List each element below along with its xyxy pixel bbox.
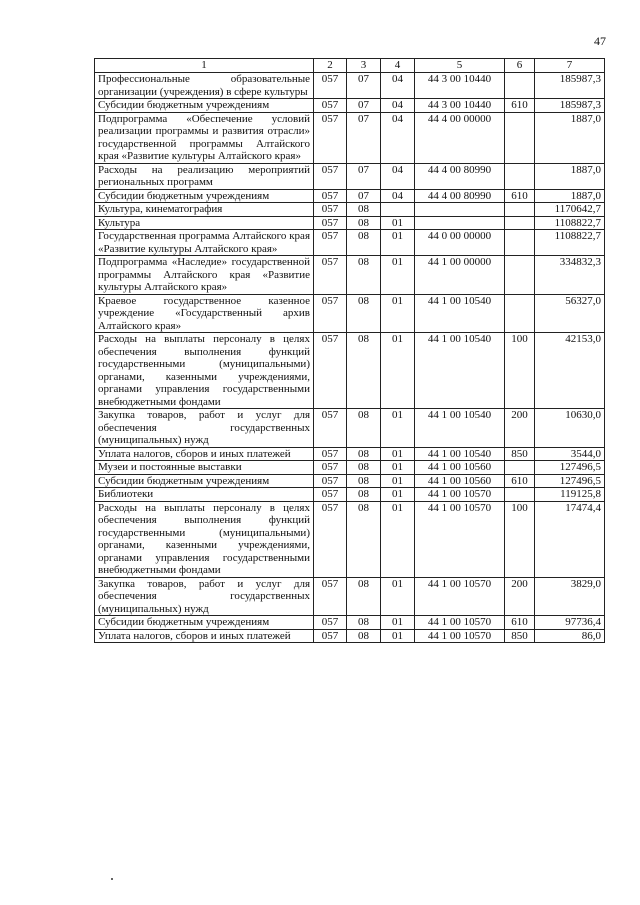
row-name-cell: Субсидии бюджетным учреждениям — [95, 474, 314, 488]
target-article-cell: 44 1 00 10570 — [415, 488, 505, 502]
table-row — [95, 189, 605, 203]
target-article-cell: 44 1 00 10540 — [415, 294, 505, 333]
section-code-cell: 08 — [347, 616, 381, 630]
subsection-code-cell: 01 — [381, 230, 415, 256]
admin-code-cell: 057 — [314, 461, 347, 475]
section-code-cell: 08 — [347, 409, 381, 448]
table-row — [95, 409, 605, 448]
column-header: 7 — [535, 59, 605, 73]
section-code-cell: 08 — [347, 474, 381, 488]
table-header-row — [95, 59, 605, 73]
target-article-cell: 44 1 00 10570 — [415, 629, 505, 643]
section-code-cell: 08 — [347, 447, 381, 461]
target-article-cell: 44 0 00 00000 — [415, 230, 505, 256]
table-row — [95, 163, 605, 189]
amount-cell: 1108822,7 — [535, 230, 605, 256]
admin-code-cell: 057 — [314, 409, 347, 448]
admin-code-cell: 057 — [314, 203, 347, 217]
subsection-code-cell: 01 — [381, 409, 415, 448]
amount-cell: 185987,3 — [535, 73, 605, 99]
row-name-cell: Субсидии бюджетным учреждениям — [95, 189, 314, 203]
target-article-cell: 44 1 00 10560 — [415, 474, 505, 488]
admin-code-cell: 057 — [314, 488, 347, 502]
admin-code-cell: 057 — [314, 189, 347, 203]
table-row — [95, 461, 605, 475]
row-name-cell: Краевое государственное казенное учреждение «Государственный архив Алтайского края» — [95, 294, 314, 333]
subsection-code-cell: 04 — [381, 189, 415, 203]
column-header: 6 — [505, 59, 535, 73]
subsection-code-cell: 01 — [381, 333, 415, 409]
table-row — [95, 294, 605, 333]
target-article-cell: 44 1 00 10560 — [415, 461, 505, 475]
subsection-code-cell: 04 — [381, 73, 415, 99]
expense-type-cell — [505, 203, 535, 217]
section-code-cell: 08 — [347, 461, 381, 475]
row-name-cell: Подпрограмма «Обеспечение условий реализации программы и развития отрасли» государственной программы Алтайского края «Развитие культуры Алтайского края» — [95, 112, 314, 163]
expense-type-cell: 200 — [505, 577, 535, 616]
amount-cell: 3544,0 — [535, 447, 605, 461]
amount-cell: 56327,0 — [535, 294, 605, 333]
admin-code-cell: 057 — [314, 294, 347, 333]
expense-type-cell — [505, 163, 535, 189]
row-name-cell: Культура, кинематография — [95, 203, 314, 217]
table-row — [95, 501, 605, 577]
column-header: 2 — [314, 59, 347, 73]
amount-cell: 97736,4 — [535, 616, 605, 630]
table-row — [95, 216, 605, 230]
amount-cell: 334832,3 — [535, 256, 605, 295]
amount-cell: 42153,0 — [535, 333, 605, 409]
table-row — [95, 488, 605, 502]
section-code-cell: 08 — [347, 294, 381, 333]
admin-code-cell: 057 — [314, 163, 347, 189]
expense-type-cell — [505, 112, 535, 163]
target-article-cell: 44 1 00 10570 — [415, 616, 505, 630]
expense-type-cell: 100 — [505, 501, 535, 577]
target-article-cell: 44 3 00 10440 — [415, 73, 505, 99]
admin-code-cell: 057 — [314, 447, 347, 461]
admin-code-cell: 057 — [314, 333, 347, 409]
subsection-code-cell: 01 — [381, 616, 415, 630]
section-code-cell: 08 — [347, 203, 381, 217]
subsection-code-cell: 01 — [381, 474, 415, 488]
subsection-code-cell: 01 — [381, 256, 415, 295]
admin-code-cell: 057 — [314, 256, 347, 295]
row-name-cell: Культура — [95, 216, 314, 230]
expense-type-cell: 610 — [505, 99, 535, 113]
subsection-code-cell: 01 — [381, 629, 415, 643]
admin-code-cell: 057 — [314, 73, 347, 99]
target-article-cell: 44 4 00 80990 — [415, 189, 505, 203]
amount-cell: 1170642,7 — [535, 203, 605, 217]
expense-type-cell — [505, 461, 535, 475]
section-code-cell: 08 — [347, 629, 381, 643]
row-name-cell: Закупка товаров, работ и услуг для обеспечения государственных (муниципальных) нужд — [95, 577, 314, 616]
column-header: 1 — [95, 59, 314, 73]
section-code-cell: 08 — [347, 488, 381, 502]
expense-type-cell: 850 — [505, 447, 535, 461]
row-name-cell: Подпрограмма «Наследие» государственной программы Алтайского края «Развитие культуры Алтайского края» — [95, 256, 314, 295]
admin-code-cell: 057 — [314, 577, 347, 616]
column-header: 5 — [415, 59, 505, 73]
amount-cell: 119125,8 — [535, 488, 605, 502]
amount-cell: 1887,0 — [535, 163, 605, 189]
subsection-code-cell: 01 — [381, 577, 415, 616]
table-row — [95, 112, 605, 163]
expense-type-cell: 200 — [505, 409, 535, 448]
row-name-cell: Библиотеки — [95, 488, 314, 502]
amount-cell: 3829,0 — [535, 577, 605, 616]
subsection-code-cell: 01 — [381, 488, 415, 502]
expense-type-cell: 610 — [505, 616, 535, 630]
row-name-cell: Закупка товаров, работ и услуг для обеспечения государственных (муниципальных) нужд — [95, 409, 314, 448]
expense-type-cell: 100 — [505, 333, 535, 409]
section-code-cell: 08 — [347, 216, 381, 230]
amount-cell: 1887,0 — [535, 112, 605, 163]
admin-code-cell: 057 — [314, 501, 347, 577]
target-article-cell: 44 4 00 80990 — [415, 163, 505, 189]
table-row — [95, 73, 605, 99]
table-row — [95, 474, 605, 488]
target-article-cell — [415, 216, 505, 230]
subsection-code-cell: 01 — [381, 447, 415, 461]
subsection-code-cell: 04 — [381, 99, 415, 113]
subsection-code-cell: 04 — [381, 163, 415, 189]
table-row — [95, 629, 605, 643]
admin-code-cell: 057 — [314, 99, 347, 113]
row-name-cell: Государственная программа Алтайского края «Развитие культуры Алтайского края» — [95, 230, 314, 256]
row-name-cell: Уплата налогов, сборов и иных платежей — [95, 629, 314, 643]
expense-type-cell: 610 — [505, 474, 535, 488]
table-row — [95, 447, 605, 461]
target-article-cell: 44 1 00 10570 — [415, 577, 505, 616]
amount-cell: 185987,3 — [535, 99, 605, 113]
section-code-cell: 07 — [347, 73, 381, 99]
amount-cell: 17474,4 — [535, 501, 605, 577]
column-header: 3 — [347, 59, 381, 73]
target-article-cell: 44 1 00 10540 — [415, 447, 505, 461]
admin-code-cell: 057 — [314, 112, 347, 163]
subsection-code-cell: 01 — [381, 216, 415, 230]
table-row — [95, 577, 605, 616]
section-code-cell: 07 — [347, 99, 381, 113]
target-article-cell — [415, 203, 505, 217]
section-code-cell: 08 — [347, 230, 381, 256]
budget-table — [94, 58, 605, 643]
section-code-cell: 07 — [347, 112, 381, 163]
expense-type-cell: 850 — [505, 629, 535, 643]
section-code-cell: 07 — [347, 189, 381, 203]
subsection-code-cell: 01 — [381, 294, 415, 333]
table-row — [95, 230, 605, 256]
amount-cell: 86,0 — [535, 629, 605, 643]
row-name-cell: Уплата налогов, сборов и иных платежей — [95, 447, 314, 461]
subsection-code-cell: 01 — [381, 501, 415, 577]
scan-speck — [111, 878, 113, 880]
amount-cell: 10630,0 — [535, 409, 605, 448]
page-number: 47 — [594, 34, 606, 48]
expense-type-cell — [505, 256, 535, 295]
column-header: 4 — [381, 59, 415, 73]
admin-code-cell: 057 — [314, 616, 347, 630]
amount-cell: 1108822,7 — [535, 216, 605, 230]
target-article-cell: 44 4 00 00000 — [415, 112, 505, 163]
target-article-cell: 44 1 00 10570 — [415, 501, 505, 577]
expense-type-cell — [505, 294, 535, 333]
target-article-cell: 44 1 00 10540 — [415, 409, 505, 448]
row-name-cell: Субсидии бюджетным учреждениям — [95, 616, 314, 630]
amount-cell: 127496,5 — [535, 461, 605, 475]
target-article-cell: 44 3 00 10440 — [415, 99, 505, 113]
admin-code-cell: 057 — [314, 474, 347, 488]
admin-code-cell: 057 — [314, 230, 347, 256]
table-row — [95, 99, 605, 113]
section-code-cell: 07 — [347, 163, 381, 189]
expense-type-cell — [505, 73, 535, 99]
section-code-cell: 08 — [347, 256, 381, 295]
expense-type-cell — [505, 216, 535, 230]
section-code-cell: 08 — [347, 501, 381, 577]
subsection-code-cell — [381, 203, 415, 217]
subsection-code-cell: 04 — [381, 112, 415, 163]
row-name-cell: Профессиональные образовательные организации (учреждения) в сфере культуры — [95, 73, 314, 99]
expense-type-cell: 610 — [505, 189, 535, 203]
table-body — [95, 73, 605, 643]
section-code-cell: 08 — [347, 333, 381, 409]
amount-cell: 1887,0 — [535, 189, 605, 203]
row-name-cell: Субсидии бюджетным учреждениям — [95, 99, 314, 113]
table-row — [95, 203, 605, 217]
subsection-code-cell: 01 — [381, 461, 415, 475]
table-row — [95, 256, 605, 295]
expense-type-cell — [505, 488, 535, 502]
admin-code-cell: 057 — [314, 216, 347, 230]
amount-cell: 127496,5 — [535, 474, 605, 488]
expense-type-cell — [505, 230, 535, 256]
row-name-cell: Расходы на выплаты персоналу в целях обеспечения выполнения функций государственными (муниципальными) органами, казенными учреждениями, органами управления государственными внебюджетными фондами — [95, 501, 314, 577]
target-article-cell: 44 1 00 10540 — [415, 333, 505, 409]
target-article-cell: 44 1 00 00000 — [415, 256, 505, 295]
row-name-cell: Расходы на реализацию мероприятий региональных программ — [95, 163, 314, 189]
section-code-cell: 08 — [347, 577, 381, 616]
table-row — [95, 333, 605, 409]
row-name-cell: Музеи и постоянные выставки — [95, 461, 314, 475]
row-name-cell: Расходы на выплаты персоналу в целях обеспечения выполнения функций государственными (муниципальными) органами, казенными учреждениями, органами управления государственными внебюджетными фондами — [95, 333, 314, 409]
table-row — [95, 616, 605, 630]
admin-code-cell: 057 — [314, 629, 347, 643]
